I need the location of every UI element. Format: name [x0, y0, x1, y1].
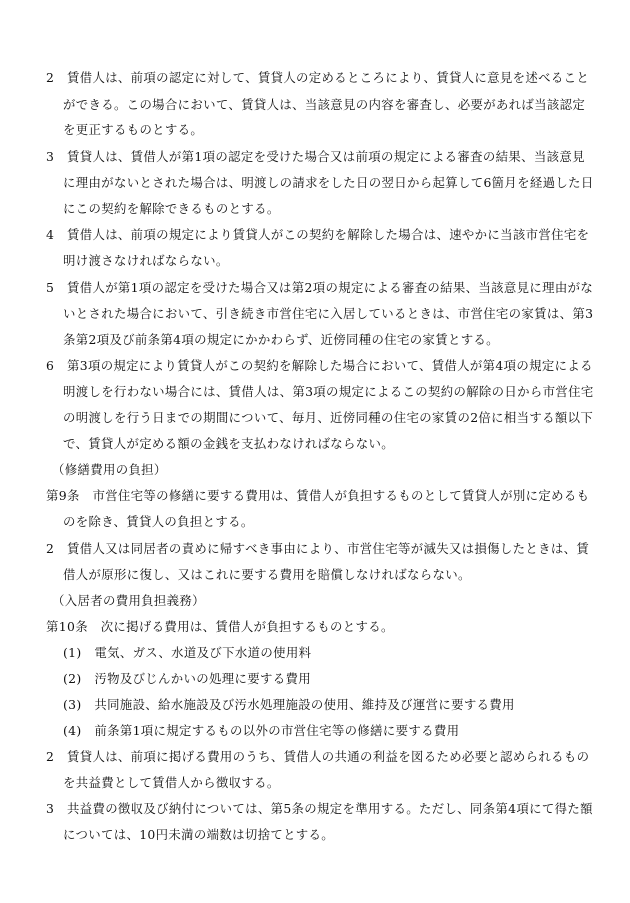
text-line: を更正するものとする。 — [63, 122, 204, 137]
text-line: ができる。この場合において、賃貸人は、当該意見の内容を審査し、必要があれば当該認定 — [63, 97, 586, 112]
text-line: の明渡しを行う日までの期間について、毎月、近傍同種の住宅の家賃の2倍に相当する額以下 — [63, 410, 594, 425]
text-line: 5 賃借人が第1項の認定を受けた場合又は第2項の規定による審査の結果、当該意見に理由がな — [46, 280, 594, 295]
text-line: 6 第3項の規定により賃貸人がこの契約を解除した場合において、賃借人が第4項の規定による — [46, 358, 593, 373]
section-heading: （修繕費用の負担） — [52, 462, 167, 477]
text-line: で、賃貸人が定める額の金銭を支払わなければならない。 — [63, 436, 395, 451]
text-line: については、10円未満の端数は切捨てとする。 — [63, 827, 335, 842]
list-item: (1) 電気、ガス、水道及び下水道の使用料 — [63, 645, 312, 660]
text-line: を共益費として賃借人から徴収する。 — [63, 775, 280, 790]
text-line: にこの契約を解除できるものとする。 — [63, 201, 280, 216]
text-line: 4 賃借人は、前項の規定により賃貸人がこの契約を解除した場合は、速やかに当該市営住宅を — [46, 227, 590, 242]
text-line: 2 賃借人又は同居者の責めに帰すべき事由により、市営住宅等が滅失又は損傷したときは、賃 — [46, 541, 590, 556]
text-line: 明渡しを行わない場合には、賃借人は、第3項の規定によるこの契約の解除の日から市営住宅 — [63, 384, 594, 399]
text-line: に理由がないとされた場合は、明渡しの請求をした日の翌日から起算して6箇月を経過した日 — [63, 175, 594, 190]
text-line: 2 賃貸人は、前項に掲げる費用のうち、賃借人の共通の利益を図るため必要と認められるもの — [46, 749, 590, 764]
text-line: 3 共益費の徴収及び納付については、第5条の規定を準用する。ただし、同条第4項にて得た額 — [46, 801, 593, 816]
article-line: 第10条 次に掲げる費用は、賃借人が負担するものとする。 — [46, 619, 394, 634]
text-line: いとされた場合において、引き続き市営住宅に入居しているときは、市営住宅の家賃は、第3 — [63, 306, 594, 321]
text-line: 条第2項及び前条第4項の規定にかかわらず、近傍同種の住宅の家賃とする。 — [63, 332, 499, 347]
article-line: 第9条 市営住宅等の修繕に要する費用は、賃借人が負担するものとして賃貸人が別に定めるも — [46, 488, 590, 503]
section-heading: （入居者の費用負担義務） — [52, 593, 205, 608]
text-line: のを除き、賃貸人の負担とする。 — [63, 514, 254, 529]
list-item: (3) 共同施設、給水施設及び汚水処理施設の使用、維持及び運営に要する費用 — [63, 697, 515, 712]
list-item: (4) 前条第1項に規定するもの以外の市営住宅等の修繕に要する費用 — [63, 723, 460, 738]
text-line: 3 賃貸人は、賃借人が第1項の認定を受けた場合又は前項の規定による審査の結果、当該意見 — [46, 149, 585, 164]
text-line: 2 賃借人は、前項の認定に対して、賃貸人の定めるところにより、賃貸人に意見を述べること — [46, 70, 590, 85]
list-item: (2) 汚物及びじんかいの処理に要する費用 — [63, 671, 311, 686]
text-line: 明け渡さなければならない。 — [63, 253, 229, 268]
text-line: 借人が原形に復し、又はこれに要する費用を賠償しなければならない。 — [63, 567, 471, 582]
